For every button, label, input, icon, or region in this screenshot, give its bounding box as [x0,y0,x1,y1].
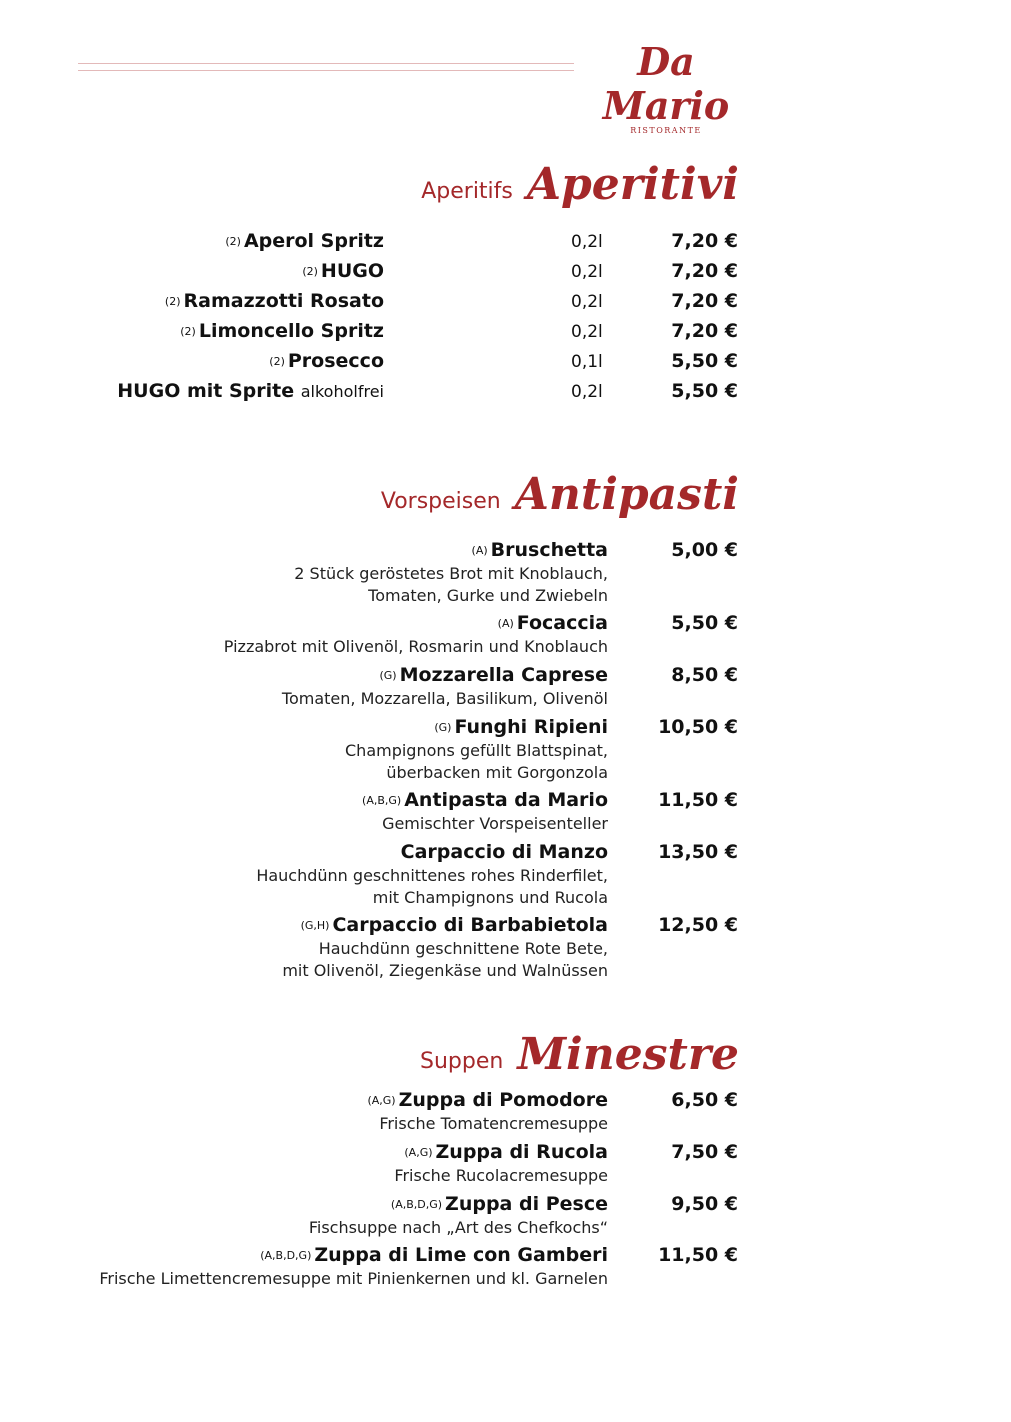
allergen-tag: (2) [180,325,196,338]
item-volume: 0,1l [571,352,603,372]
item-name: Zuppa di Lime con Gamberi [314,1244,608,1266]
item-description: Frische Rucolacremesuppe [394,1166,608,1185]
item-volume: 0,2l [571,382,603,402]
item-price: 5,00 € [671,539,738,561]
item-description: mit Olivenöl, Ziegenkäse und Walnüssen [282,961,608,980]
menu-item [0,350,1011,380]
section-title: Aperitivi [526,159,739,210]
item-price: 11,50 € [658,1244,738,1266]
menu-item [0,230,1011,260]
item-price: 7,20 € [671,260,738,282]
item-name: Prosecco [287,350,384,372]
allergen-tag: (2) [302,265,318,278]
item-volume: 0,2l [571,292,603,312]
item-name: Aperol Spritz [243,230,384,252]
item-price: 12,50 € [658,914,738,936]
allergen-tag: (A) [497,617,514,630]
item-description: Pizzabrot mit Olivenöl, Rosmarin und Knoblauch [223,637,608,656]
item-description: Gemischter Vorspeisenteller [382,814,608,833]
section-title: Antipasti [514,469,739,520]
allergen-tag: (A,G) [404,1146,433,1159]
item-price: 5,50 € [671,612,738,634]
item-description: Hauchdünn geschnittene Rote Bete, [318,939,608,958]
item-volume: 0,2l [571,232,603,252]
item-note: alkoholfrei [300,382,384,401]
allergen-tag: (2) [225,235,241,248]
menu-item [0,290,1011,320]
menu-item [0,380,1011,410]
item-name: Carpaccio di Barbabietola [332,914,608,936]
item-name: Antipasta da Mario [404,789,608,811]
item-description: Fischsuppe nach „Art des Chefkochs“ [308,1218,608,1237]
item-price: 5,50 € [671,350,738,372]
item-description: überbacken mit Gorgonzola [386,763,608,782]
item-price: 13,50 € [658,841,738,863]
item-price: 8,50 € [671,664,738,686]
allergen-tag: (A,B,D,G) [260,1249,312,1262]
item-price: 7,20 € [671,320,738,342]
item-description: Champignons gefüllt Blattspinat, [345,741,608,760]
header-rule [78,63,574,73]
item-name: Zuppa di Pesce [445,1193,608,1215]
item-volume: 0,2l [571,262,603,282]
item-name: Zuppa di Rucola [435,1141,608,1163]
item-description: mit Champignons und Rucola [372,888,608,907]
section-subtitle: Vorspeisen [380,489,501,514]
section-subtitle: Suppen [419,1049,504,1074]
item-description: Tomaten, Mozzarella, Basilikum, Olivenöl [281,689,608,708]
allergen-tag: (G) [434,721,452,734]
item-price: 11,50 € [658,789,738,811]
item-name: Limoncello Spritz [198,320,384,342]
allergen-tag: (A) [471,544,488,557]
item-price: 7,20 € [671,290,738,312]
logo-text: Da Mario [602,39,730,128]
item-description: Frische Tomatencremesuppe [379,1114,608,1133]
item-price: 5,50 € [671,380,738,402]
allergen-tag: (G,H) [300,919,330,932]
section-heading-minestre [420,1030,739,1080]
allergen-tag: (G) [379,669,397,682]
section-heading-aperitivi [421,160,739,210]
allergen-tag: (A,G) [367,1094,396,1107]
item-name: Mozzarella Caprese [399,664,608,686]
item-name: Focaccia [516,612,608,634]
allergen-tag: (A,B,D,G) [390,1198,443,1211]
item-price: 7,50 € [671,1141,738,1163]
restaurant-logo [586,40,746,135]
item-description: Frische Limettencremesuppe mit Pinienkernen und kl. Garnelen [99,1269,608,1288]
section-title: Minestre [517,1029,739,1080]
item-name: Zuppa di Pomodore [398,1089,608,1111]
section-heading-antipasti [381,470,739,520]
item-price: 10,50 € [658,716,738,738]
item-name: Ramazzotti Rosato [183,290,384,312]
item-description: Hauchdünn geschnittenes rohes Rinderfilet, [256,866,608,885]
item-name: Carpaccio di Manzo [400,841,608,863]
logo-subtitle: RISTORANTE [630,126,702,135]
allergen-tag: (A,B,G) [362,794,402,807]
item-name: Bruschetta [490,539,608,561]
menu-item [0,260,1011,290]
allergen-tag: (2) [269,355,285,368]
allergen-tag: (2) [164,295,181,308]
menu-item [0,320,1011,350]
item-volume: 0,2l [571,322,603,342]
item-description: 2 Stück geröstetes Brot mit Knoblauch, [294,564,608,583]
item-name: Funghi Ripieni [454,716,608,738]
item-name: HUGO [320,260,384,282]
item-name: HUGO mit Sprite [117,380,295,402]
item-price: 7,20 € [671,230,738,252]
item-description: Tomaten, Gurke und Zwiebeln [368,586,608,605]
item-price: 9,50 € [671,1193,738,1215]
item-price: 6,50 € [671,1089,738,1111]
section-subtitle: Aperitifs [421,179,513,204]
